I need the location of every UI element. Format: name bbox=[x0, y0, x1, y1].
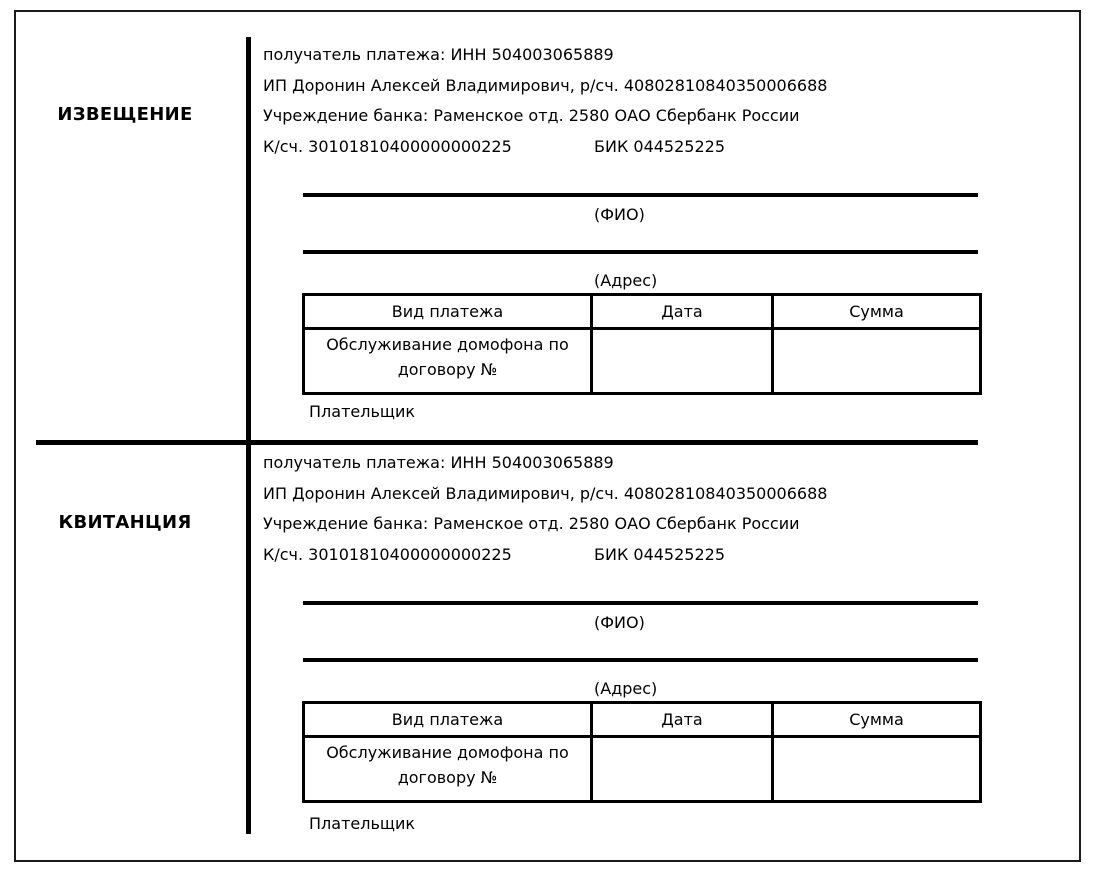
receipt-fio-line[interactable] bbox=[303, 601, 978, 605]
table-row bbox=[304, 737, 981, 802]
receipt-bank: Учреждение банка: Раменское отд. 2580 ОАО Сбербанк России bbox=[263, 514, 800, 533]
receipt-title: КВИТАНЦИЯ bbox=[58, 512, 192, 533]
table-header-row bbox=[304, 295, 981, 329]
receipt-fio-caption: (ФИО) bbox=[594, 613, 645, 632]
header-payment-type: Вид платежа bbox=[304, 703, 592, 737]
receipt-entrepreneur: ИП Доронин Алексей Владимирович, р/сч. 40802810840350006688 bbox=[263, 484, 828, 503]
header-payment-type: Вид платежа bbox=[304, 295, 592, 329]
cell-amount[interactable] bbox=[773, 737, 981, 802]
receipt-address-caption: (Адрес) bbox=[594, 679, 658, 698]
notice-fio-caption: (ФИО) bbox=[594, 205, 645, 224]
table-header-row bbox=[304, 703, 981, 737]
receipt-recipient: получатель платежа: ИНН 504003065889 bbox=[263, 453, 614, 472]
receipt-bik: БИК 044525225 bbox=[594, 545, 726, 564]
notice-entrepreneur: ИП Доронин Алексей Владимирович, р/сч. 40802810840350006688 bbox=[263, 76, 828, 95]
notice-address-caption: (Адрес) bbox=[594, 271, 658, 290]
notice-recipient: получатель платежа: ИНН 504003065889 bbox=[263, 45, 614, 64]
cell-amount[interactable] bbox=[773, 329, 981, 394]
notice-payment-table bbox=[302, 293, 982, 395]
cell-date[interactable] bbox=[592, 737, 773, 802]
header-amount: Сумма bbox=[773, 703, 981, 737]
notice-bank: Учреждение банка: Раменское отд. 2580 ОАО Сбербанк России bbox=[263, 106, 800, 125]
notice-fio-line[interactable] bbox=[303, 193, 978, 197]
notice-title: ИЗВЕЩЕНИЕ bbox=[57, 104, 193, 125]
notice-payer-label: Плательщик bbox=[309, 402, 416, 421]
notice-bik: БИК 044525225 bbox=[594, 137, 726, 156]
receipt-address-line[interactable] bbox=[303, 658, 978, 662]
cell-payment-type: Обслуживание домофона по договору № bbox=[304, 329, 592, 394]
table-row bbox=[304, 329, 981, 394]
header-amount: Сумма bbox=[773, 295, 981, 329]
receipt-section bbox=[0, 408, 1103, 833]
notice-section bbox=[0, 0, 1103, 421]
receipt-payer-label: Плательщик bbox=[309, 814, 416, 833]
cell-date[interactable] bbox=[592, 329, 773, 394]
cell-payment-type: Обслуживание домофона по договору № bbox=[304, 737, 592, 802]
notice-address-line[interactable] bbox=[303, 250, 978, 254]
receipt-corr-account: К/сч. 30101810400000000225 bbox=[263, 545, 512, 564]
header-date: Дата bbox=[592, 703, 773, 737]
header-date: Дата bbox=[592, 295, 773, 329]
receipt-payment-table bbox=[302, 701, 982, 803]
notice-corr-account: К/сч. 30101810400000000225 bbox=[263, 137, 512, 156]
